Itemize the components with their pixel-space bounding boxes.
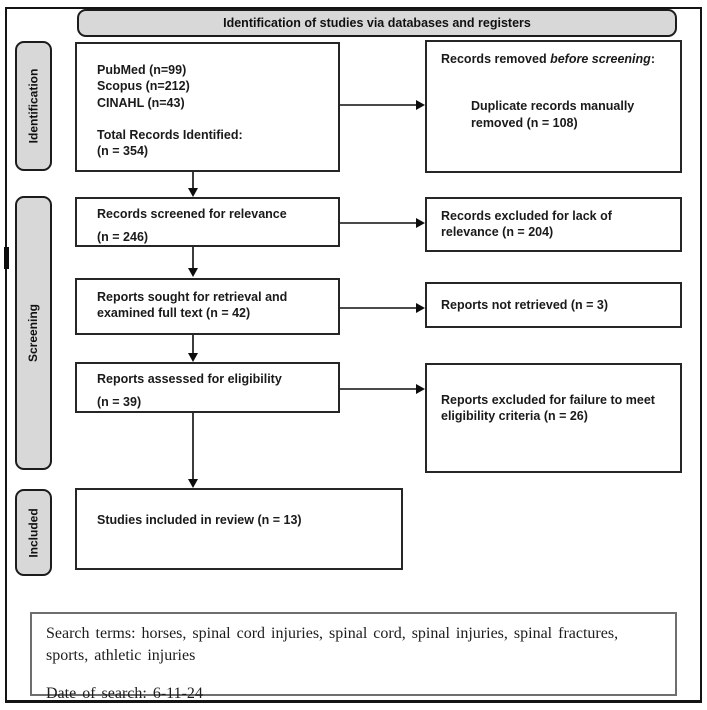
arrow-right-1-head [416, 100, 425, 110]
header-banner [77, 9, 677, 37]
records-removed-title [441, 51, 666, 67]
search-terms-box [30, 612, 677, 703]
records-removed-title-suffix: : [650, 52, 655, 66]
arrow-right-1-line [340, 104, 417, 106]
box-reports-sought [75, 278, 340, 335]
arrow-right-2-line [340, 222, 417, 224]
arrow-down-3-line [192, 335, 194, 354]
arrow-right-2-head [416, 218, 425, 228]
arrow-right-3-head [416, 303, 425, 313]
left-border-tick [4, 247, 9, 269]
studies-included-text: Studies included in review (n = 13) [97, 513, 302, 527]
records-removed-title-italic: before screening [550, 52, 651, 66]
arrow-down-2-head [188, 268, 198, 277]
box-reports-assessed [75, 362, 340, 413]
reports-assessed-count: (n = 39) [97, 395, 142, 410]
duplicates-removed-text: Duplicate records manually removed (n = 108) [471, 99, 635, 130]
arrow-down-3-head [188, 353, 198, 362]
db-pubmed-count: PubMed (n=99) [97, 63, 187, 77]
phase-label-identification [15, 41, 52, 171]
arrow-down-2-line [192, 247, 194, 269]
excluded-relevance-text: Records excluded for lack of relevance (n = 204) [441, 209, 612, 240]
phase-label-identification-text: Identification [26, 68, 41, 144]
arrow-right-3-line [340, 307, 417, 309]
box-records-screened [75, 197, 340, 247]
box-records-removed [425, 40, 682, 173]
phase-label-screening-text: Screening [26, 303, 41, 363]
reports-assessed-label: Reports assessed for eligibility [97, 372, 282, 386]
arrow-right-4-head [416, 384, 425, 394]
phase-label-included-text: Included [26, 507, 41, 558]
records-removed-title-prefix: Records removed [441, 52, 551, 66]
arrow-down-1-line [192, 172, 194, 189]
box-studies-included [75, 488, 403, 570]
box-excluded-relevance [425, 197, 682, 252]
phase-label-included [15, 489, 52, 576]
box-records-identified [75, 42, 340, 172]
header-title: Identification of studies via databases and registers [223, 16, 531, 30]
search-date-text: Date of search: 6-11-24 [46, 685, 203, 703]
total-records-count: (n = 354) [97, 144, 149, 158]
phase-label-screening [15, 196, 52, 470]
excluded-eligibility-text: Reports excluded for failure to meet eligibility criteria (n = 26) [441, 393, 655, 424]
records-screened-label: Records screened for relevance [97, 207, 287, 221]
search-terms-text: Search terms: horses, spinal cord injuries, spinal cord, spinal injuries, spinal fractures, sports, athletic injuries [46, 625, 619, 664]
db-cinahl-count: CINAHL (n=43) [97, 95, 185, 110]
reports-sought-text: Reports sought for retrieval and examined full text (n = 42) [97, 290, 288, 321]
arrow-right-4-line [340, 388, 417, 390]
not-retrieved-text: Reports not retrieved (n = 3) [441, 298, 609, 312]
arrow-down-1-head [188, 188, 198, 197]
total-records-label: Total Records Identified: [97, 127, 243, 142]
arrow-down-4-line [192, 413, 194, 480]
db-scopus-count: Scopus (n=212) [97, 79, 190, 94]
records-screened-count: (n = 246) [97, 230, 149, 245]
box-excluded-eligibility [425, 363, 682, 473]
box-not-retrieved [425, 282, 682, 328]
arrow-down-4-head [188, 479, 198, 488]
